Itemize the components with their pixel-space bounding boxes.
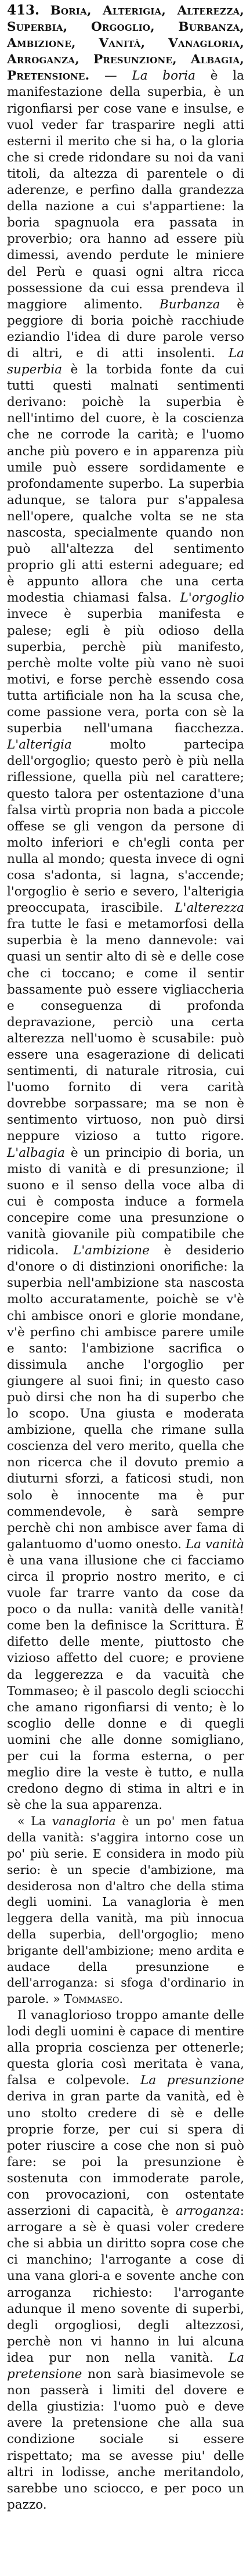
- entry-headwords: Boria, Alterigia, Alterezza, Superbia, Orgoglio, Burbanza, Ambizione, Vanità, Vanagloria, Arroganza, Presunzione, Albagia, Pretensione.: [7, 3, 244, 84]
- text-pretensione: non sarà biasimevole se non passerà i limiti del dovere e della giustizia: l'uomo può e deve avere la pretensione che alla sua condizione sociale si essere rispettato; ma se avesse piu' delle altri in lodisse, anche meritandolo, sarebbe uno sciocco, e per poco un pazzo.: [7, 2367, 244, 2512]
- entry-paragraph-quote: [7, 1814, 244, 2007]
- entry-number: 413.: [7, 2, 40, 18]
- text-burbanza: è peggiore di boria poichè racchiude eziandio l'idea di dure parole verso di altri, e di atti insolenti.: [7, 297, 244, 361]
- text-boria: è la manifestazione della superbia, è un rigonfiarsi per cose vane e insulse, e vuol veder far trasparire negli atti esterni il merito che si ha, o la gloria che si crede ridondare su noi da vani titoli, da altezza di parentele o di aderenze, e perfino dalla grandezza della nazione a cui s'appartiene: la boria spagnuola era passata in proverbio; ora hanno ad essere più dimessi, avendo perdute le miniere del Perù e quasi ogni altra ricca possessione da cui essa prendeva il maggiore alimento.: [7, 69, 245, 312]
- term-arroganza: arroganza: [175, 2204, 240, 2219]
- dash: —: [89, 69, 132, 84]
- text-orgoglio: invece è superbia manifesta e palese; egli è più odioso della superbia, perchè più manifesto, perchè molte volte più vano nè suoi motivi, e forse perchè essendo cosa tutta artificiale non ha la scusa che, come passione vera, porta con sè la superbia nell'umana fiacchezza.: [7, 607, 244, 736]
- text-vanagloria: è un po' men fatua della vanità: s'aggira intorno cose un po' più serie. E considera in modo più serio: è un specie d'ambizione, ma desiderosa non d'altro che della stima degli uomini. La vanagloria è men leggera della vanità, ma più innocua della superbia, dell'orgoglio; meno brigante dell'ambizione; meno ardita e audace della presunzione e dell'arroganza: si sfoga d'ordinario in parole. »: [7, 1814, 244, 2006]
- term-boria: La boria: [132, 69, 195, 84]
- term-presunzione: La presunzione: [140, 2073, 244, 2088]
- text-vanita: è una vana illusione che ci facciamo circa il proprio nostro merito, e ci vuole far trarre vanto da cose da poco o da nulla: vanità delle vanità! come ben la definisce la Scrittura. È difetto delle mente, piuttosto che vizioso affetto del cuore; e proviene da leggerezza e da vacuità che Tommaseo; è il pascolo degli sciocchi che amano rigonfiarsi di vento; è lo scoglio delle donne e di quegli uomini che alle donne somigliano, per cui la forma esterna, o per meglio dire la veste è tutto, e nulla credono degno di stima in altri e in sè che la sua apparenza.: [7, 1553, 244, 1813]
- text-arroganza: : arrogare a sè è quasi voler credere che si abbia un diritto sopra cose che ci manchino; l'arrogante a cose di una vana glori-a e sovente anche con arroganza richiesto: l'arrogante adunque il meno sovente di superbi, degli orgogliosi, degli altezzosi, perchè non vi hanno in lui alcuna idea pur non nella vanità.: [7, 2204, 244, 2365]
- quote-signature: Tommaseo.: [64, 1992, 124, 2006]
- term-vanagloria: vanagloria: [52, 1814, 116, 1829]
- term-alterigia: L'alterigia: [7, 737, 72, 753]
- text-albagia: è un principio di boria, un misto di vanità e di presunzione; il suono e il senso della voce alba di cui è composta induce a formela concepire come una presunzione o vanità giovanile più compatibile che ridicola.: [7, 1145, 244, 1258]
- text-ambizione: è desiderio d'onore o di distinzioni onorifiche: la superbia nell'ambizione sta nascosta molto accuratamente, poichè se v'è chi ambisce onori e glorie mondane, v'è perfino chi ambisce parere umile e santo: l'ambizione sacrifica o dissimula anche l'orgoglio per giungere al suoi fini; in questo caso può dirsi che non ha di superbo che lo scopo. Una giusta e moderata ambizione, quella che rimane sulla coscienza del vero merito, quella che non ricerca che il dovuto premio a diuturni sforzi, a faticosi studi, non solo è innocente ma è pur commendevole, è sarà sempre perchè chi non ambisce aver fama di galantuomo d'uomo onesto.: [7, 1243, 244, 1552]
- term-pretensione: La pretensione: [7, 2350, 244, 2382]
- term-orgoglio: L'orgoglio: [180, 591, 244, 606]
- entry-paragraph-1: [7, 2, 244, 1814]
- term-albagia: L'albagia: [7, 1145, 65, 1160]
- dictionary-entry-413: [7, 2, 244, 2513]
- term-burbanza: Burbanza: [159, 297, 220, 312]
- text-alterigia: molto partecipa dell'orgoglio; questo però è più nella riflessione, quella più nel carattere; questo talora per ostentazione d'una falsa virtù propria non bada a piccole offese se gli vengon da persone di molto inferiori e ch'egli conta per nulla al mondo; questa invece di ogni cosa s'adonta, si lagna, s'accende; l'orgoglio è serio e severo, l'alterigia preoccupata, irascibile.: [7, 737, 244, 916]
- term-superbia: La superbia: [7, 346, 244, 377]
- term-ambizione: L'ambizione: [73, 1243, 150, 1258]
- quote-open: « La: [17, 1814, 52, 1829]
- term-vanita: La vanità: [185, 1537, 245, 1552]
- text-presunzione: deriva in gran parte da vanità, ed è uno stolto credere di sè e delle proprie forze, per cui si spera di poter riuscire a cose che non si può fare: se poi la presunzione è sostenuta con immoderate parole, con provocazioni, con ostentate asserzioni di capacità, è: [7, 2089, 244, 2219]
- text-superbia: è la torbida fonte da cui tutti questi malnati sentimenti derivano: poichè la superbia è nell'intimo del cuore, è la coscienza che ne corrode la carità; e l'uomo anche più povero e in apparenza più umile può essere sordidamente e profondamente superbo. La superbia adunque, se talora pur s'appalesa nell'opere, qualche volta se ne sta nascosta, specialmente quando non può all'altezza del sentimento proprio gli atti esterni adeguare; ed è appunto allora che una certa modestia chiamasi falsa.: [7, 362, 244, 606]
- entry-paragraph-3: [7, 2007, 244, 2513]
- text-vanaglorioso: Il vanaglorioso troppo amante delle lodi degli uomini è capace di mentire alla propria coscienza per ottenerle; questa gloria così meritata è vana, falsa e colpevole.: [7, 2007, 244, 2088]
- term-alterezza: L'alterezza: [175, 901, 244, 916]
- text-alterezza: fra tutte le fasi e metamorfosi della superbia è la meno dannevole: vai quasi un sentir alto di sè e delle cose che ci toccano; e come il sentir bassamente può essere vigliaccheria e conseguenza di profonda depravazione, perciò una certa alterezza nell'uomo è scusabile: può essere una esagerazione di delicati sentimenti, di naturale ritrosia, cui l'uomo fornito di vera carità dovrebbe sorpassare; ma se non è sentimento virtuoso, non può dirsi neppure vizioso a tutto rigore.: [7, 917, 244, 1144]
